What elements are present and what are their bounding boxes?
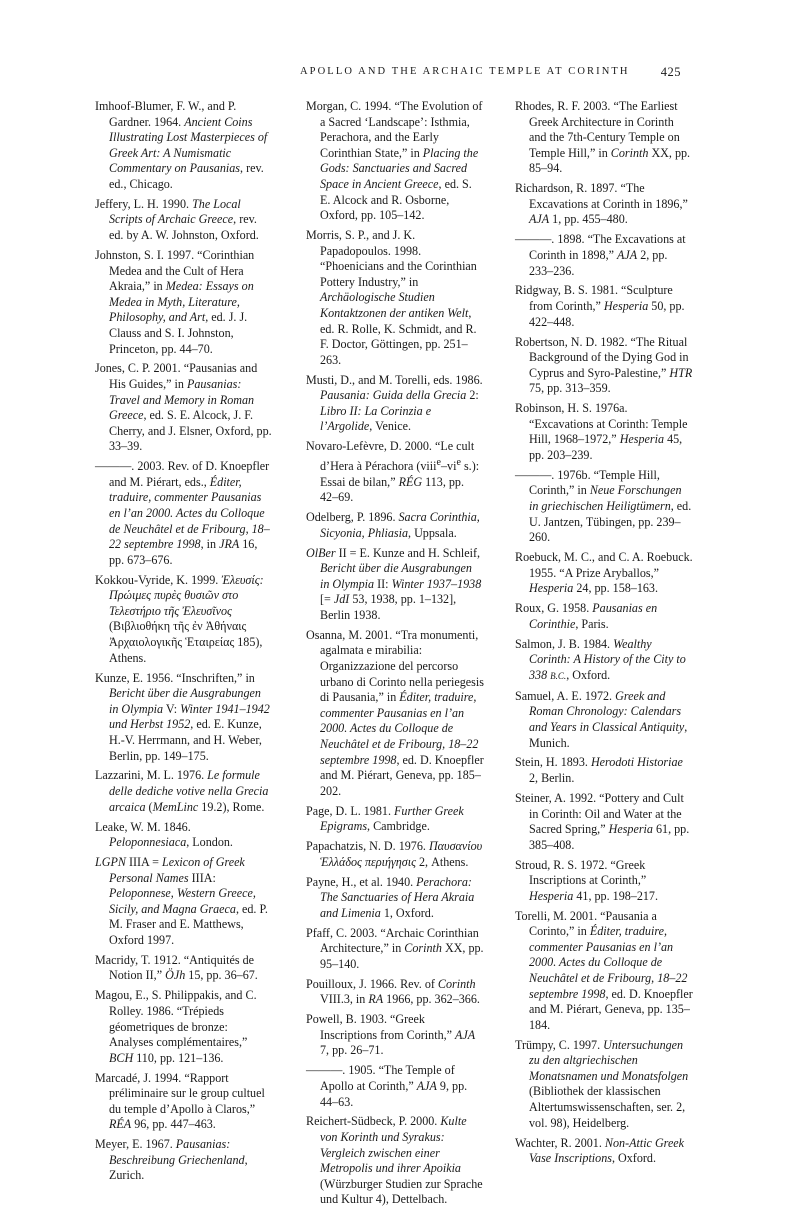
- running-title: APOLLO AND THE ARCHAIC TEMPLE AT CORINTH: [300, 66, 630, 77]
- bibliography-entry: Reichert-Südbeck, P. 2000. Kulte von Korinth und Syrakus: Vergleich zwischen einer Metropolis und ihrer Apoikia (Würzburger Studien zur Sprache und Kultur 4), Dettelbach.: [306, 1114, 483, 1207]
- bibliography-entry: Powell, B. 1903. “Greek Inscriptions from Corinth,” AJA 7, pp. 26–71.: [306, 1012, 476, 1058]
- bibliography-entry: ———. 2003. Rev. of D. Knoepfler and M. Piérart, eds., Éditer, traduire, commenter Pausanias en l’an 2000. Actes du Colloque de Neuchâtel et de Fribourg, 18–22 septembre 1998, in JRA 16, pp. 673–676.: [95, 459, 270, 567]
- bibliography-entry: Papachatzis, N. D. 1976. Παυσανίου Ἑλλάδος περιήγησις 2, Athens.: [306, 839, 483, 869]
- bibliography-entry: Jeffery, L. H. 1990. The Local Scripts of Archaic Greece, rev. ed. by A. W. Johnston, Oxford.: [95, 196, 259, 243]
- bibliography-entry: Ridgway, B. S. 1981. “Sculpture from Corinth,” Hesperia 50, pp. 422–448.: [515, 283, 685, 329]
- bibliography-entry: Robertson, N. D. 1982. “The Ritual Background of the Dying God in Cyprus and Syro-Palestine,” HTR 75, pp. 313–359.: [515, 334, 693, 396]
- bibliography-entry: Stroud, R. S. 1972. “Greek Inscriptions at Corinth,” Hesperia 41, pp. 198–217.: [515, 857, 658, 903]
- bibliography-entry: Jones, C. P. 2001. “Pausanias and His Guides,” in Pausanias: Travel and Memory in Roman Greece, ed. S. E. Alcock, J. F. Cherry, and J. Elsner, Oxford, pp. 33–39.: [95, 361, 272, 454]
- bibliography-column-2: [306, 99, 484, 1212]
- bibliography-entry: Wachter, R. 2001. Non-Attic Greek Vase Inscriptions, Oxford.: [515, 1135, 685, 1166]
- bibliography-entry: Lazzarini, M. L. 1976. Le formule delle dediche votive nella Grecia arcaica (MemLinc 19.2), Rome.: [95, 768, 269, 814]
- bibliography-entry: Macridy, T. 1912. “Antiquités de Notion II,” ÖJh 15, pp. 36–67.: [95, 952, 258, 983]
- bibliography-entry: Robinson, H. S. 1976a. “Excavations at Corinth: Temple Hill, 1968–1972,” Hesperia 45, pp. 203–239.: [515, 401, 688, 462]
- bibliography-entry: Kokkou-Vyride, K. 1999. Ἐλευσίς: Πρώιμες πυρὲς θυσιῶν στο Τελεστήριο τῆς Ἐλευσῖνος (Βιβλιοθήκη τῆς ἐν Ἀθήναις Ἀρχαιολογικῆς Ἑταιρείας 185), Athens.: [95, 572, 264, 665]
- bibliography-entry: LGPN IIIA = Lexicon of Greek Personal Names IIIA: Peloponnese, Western Greece, Sicily, and Magna Graeca, ed. P. M. Fraser and E. Matthews, Oxford 1997.: [95, 854, 268, 947]
- bibliography-entry: Rhodes, R. F. 2003. “The Earliest Greek Architecture in Corinth and the 7th-Century Temple on Temple Hill,” in Corinth XX, pp. 85–94.: [515, 99, 691, 176]
- bibliography-column-3: [515, 99, 693, 1171]
- bibliography-entry: Samuel, A. E. 1972. Greek and Roman Chronology: Calendars and Years in Classical Antiquity, Munich.: [515, 688, 688, 750]
- bibliography-entry: Kunze, E. 1956. “Inschriften,” in Bericht über die Ausgrabungen in Olympia V: Winter 1941–1942 und Herbst 1952, ed. E. Kunze, H.-V. Herrmann, and H. Weber, Berlin, pp. 149–175.: [95, 670, 270, 763]
- bibliography-entry: Osanna, M. 2001. “Tra monumenti, agalmata e mirabilia: Organizzazione del percorso urbano di Corinto nella periegesis di Pausania,” in Éditer, traduire, commenter Pausanias en l’an 2000. Actes du Colloque de Neuchâtel et de Fribourg, 18–22 septembre 1998, ed. D. Knoepfler and M. Piérart, Geneva, pp. 185–202.: [306, 627, 484, 798]
- bibliography-entry: Morgan, C. 1994. “The Evolution of a Sacred ‘Landscape’: Isthmia, Perachora, and the Early Corinthian State,” in Placing the Gods: Sanctuaries and Sacred Space in Ancient Greece, ed. S. E. Alcock and R. Osborne, Oxford, pp. 105–142.: [306, 99, 483, 223]
- bibliography-entry: Pfaff, C. 2003. “Archaic Corinthian Architecture,” in Corinth XX, pp. 95–140.: [306, 925, 484, 971]
- bibliography-entry: Page, D. L. 1981. Further Greek Epigrams, Cambridge.: [306, 803, 464, 834]
- bibliography-entry: ———. 1898. “The Excavations at Corinth in 1898,” AJA 2, pp. 233–236.: [515, 232, 686, 278]
- bibliography-entry: OlBer II = E. Kunze and H. Schleif, Bericht über die Ausgrabungen in Olympia II: Winter 1937–1938 [= JdI 53, 1938, pp. 1–132], Berlin 1938.: [306, 545, 482, 622]
- bibliography-entry: ———. 1976b. “Temple Hill, Corinth,” in Neue Forschungen in griechischen Heiligtümern, ed. U. Jantzen, Tübingen, pp. 239–260.: [515, 467, 692, 545]
- bibliography-entry: Salmon, J. B. 1984. Wealthy Corinth: A History of the City to 338 B.C., Oxford.: [515, 636, 686, 682]
- bibliography-entry: Meyer, E. 1967. Pausanias: Beschreibung Griechenland, Zurich.: [95, 1137, 248, 1183]
- bibliography-entry: Roux, G. 1958. Pausanias en Corinthie, Paris.: [515, 601, 658, 631]
- bibliography-entry: Leake, W. M. 1846. Peloponnesiaca, London.: [95, 819, 233, 850]
- bibliography-entry: Imhoof-Blumer, F. W., and P. Gardner. 1964. Ancient Coins Illustrating Lost Masterpieces of Greek Art: A Numismatic Commentary on Pausanias, rev. ed., Chicago.: [95, 99, 268, 191]
- bibliography-column-1: [95, 99, 273, 1188]
- bibliography-entry: Odelberg, P. 1896. Sacra Corinthia, Sicyonia, Phliasia, Uppsala.: [306, 510, 480, 540]
- bibliography-entry: Johnston, S. I. 1997. “Corinthian Medea and the Cult of Hera Akraia,” in Medea: Essays on Medea in Myth, Literature, Philosophy, and Art, ed. J. J. Clauss and S. I. Johnston, Princeton, pp. 44–70.: [95, 247, 255, 356]
- running-header: [0, 66, 792, 86]
- bibliography-entry: Payne, H., et al. 1940. Perachora: The Sanctuaries of Hera Akraia and Limenia 1, Oxford.: [306, 874, 475, 920]
- bibliography-entry: Trümpy, C. 1997. Untersuchungen zu den altgriechischen Monatsnamen und Monatsfolgen (Bibliothek der klassischen Altertumswissenschaften, ser. 2, vol. 98), Heidelberg.: [515, 1037, 689, 1130]
- bibliography-entry: Morris, S. P., and J. K. Papadopoulos. 1998. “Phoenicians and the Corinthian Pottery Industry,” in Archäologische Studien Kontaktzonen der antiken Welt, ed. R. Rolle, K. Schmidt, and R. F. Doctor, Göttingen, pp. 251–263.: [306, 228, 477, 367]
- bibliography-entry: Novaro-Lefèvre, D. 2000. “Le cult d’Hera à Pérachora ($viii^e-vi^e$ s.): Essai de bilan,” RÉG 113, pp. 42–69.: [306, 439, 480, 505]
- bibliography-entry: Stein, H. 1893. Herodoti Historiae 2, Berlin.: [515, 755, 683, 786]
- bibliography-entry: Torelli, M. 2001. “Pausania a Corinto,” in Éditer, traduire, commenter Pausanias en l’an 2000. Actes du Colloque de Neuchâtel et de Fribourg, 18–22 septembre 1998, ed. D. Knoepfler and M. Piérart, Geneva, pp. 135–184.: [515, 908, 693, 1032]
- page-number: 425: [660, 65, 681, 79]
- bibliography-entry: Magou, E., S. Philippakis, and C. Rolley. 1986. “Trépieds géometriques de bronze: Analyses complémentaires,” BCH 110, pp. 121–136.: [95, 988, 257, 1065]
- bibliography-entry: ———. 1905. “The Temple of Apollo at Corinth,” AJA 9, pp. 44–63.: [306, 1063, 468, 1109]
- bibliography-entry: Richardson, R. 1897. “The Excavations at Corinth in 1896,” AJA 1, pp. 455–480.: [515, 181, 688, 227]
- bibliography-entry: Steiner, A. 1992. “Pottery and Cult in Corinth: Oil and Water at the Sacred Spring,” Hesperia 61, pp. 385–408.: [515, 790, 690, 852]
- bibliography-entry: Pouilloux, J. 1966. Rev. of Corinth VIII.3, in RA 1966, pp. 362–366.: [306, 976, 480, 1007]
- bibliography-entry: Musti, D., and M. Torelli, eds. 1986. Pausania: Guida della Grecia 2: Libro II: La Corinzia e l’Argolide, Venice.: [306, 372, 483, 434]
- bibliography-entry: Marcadé, J. 1994. “Rapport préliminaire sur le group cultuel du temple d’Apollo à Claros,” RÉA 96, pp. 447–463.: [95, 1070, 265, 1132]
- bibliography-entry: Roebuck, M. C., and C. A. Roebuck. 1955. “A Prize Aryballos,” Hesperia 24, pp. 158–163.: [515, 550, 693, 596]
